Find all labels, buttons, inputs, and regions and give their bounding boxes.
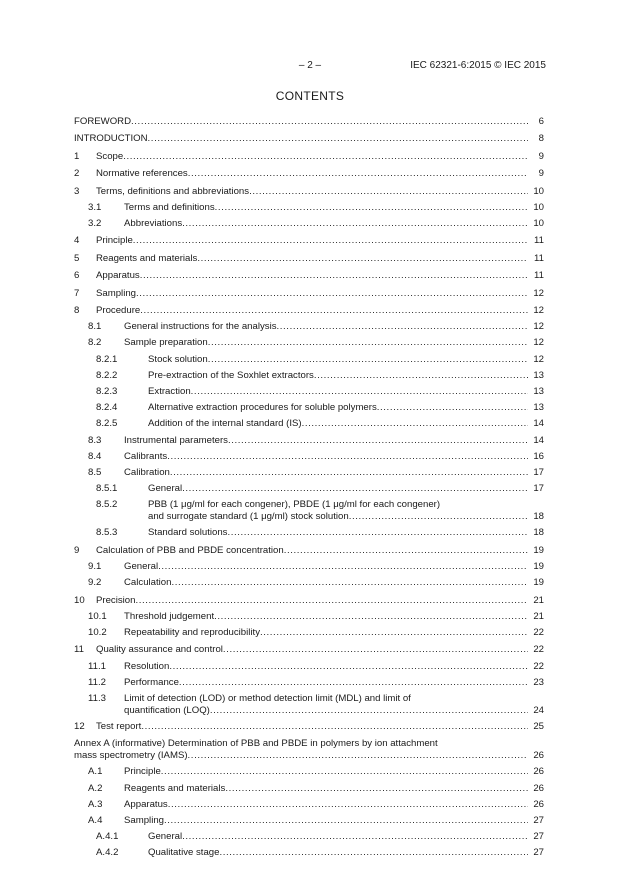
toc-entry-number: 11.3: [88, 693, 106, 704]
toc-entry-title: Test report .....: [96, 721, 528, 733]
toc-entry-page: 8: [528, 133, 544, 145]
toc-entry[interactable]: [74, 370, 544, 386]
toc-entry-page: 27: [528, 815, 544, 827]
toc-entry-number: 8.2.4: [96, 402, 118, 414]
toc-entry-title: Terms, definitions and abbreviations .....: [96, 186, 528, 198]
toc-entry-number: 8.5.1: [96, 483, 118, 495]
toc-entry-page: 18: [528, 527, 544, 539]
toc-entry-title: Quality assurance and control .....: [96, 644, 528, 656]
toc-entry-title: Sampling .....: [124, 815, 528, 827]
toc-entry-page: 11: [528, 270, 544, 282]
toc-entry[interactable]: [74, 116, 544, 132]
toc-entry-number: A.4: [88, 815, 103, 826]
toc-entry-title: General .....: [148, 831, 528, 843]
toc-entry[interactable]: [74, 577, 544, 593]
toc-entry-page: 22: [528, 644, 544, 656]
toc-entry[interactable]: [74, 202, 544, 218]
toc-entry-number: 9.1: [88, 561, 102, 572]
toc-entry-title: Sample preparation .....: [124, 337, 528, 349]
toc-entry-number: A.4.1: [96, 831, 119, 843]
toc-entry-title: Terms and definitions .....: [124, 202, 528, 214]
toc-entry-title: Normative references .....: [96, 168, 528, 180]
toc-entry[interactable]: [74, 611, 544, 627]
toc-entry-page: 9: [528, 151, 544, 163]
toc-entry[interactable]: [74, 644, 544, 660]
toc-entry-title: Instrumental parameters .....: [124, 435, 528, 447]
toc-entry-number: 6: [74, 270, 80, 282]
toc-entry-page: 21: [528, 595, 544, 607]
toc-entry-title: Alternative extraction procedures for soluble polymers .....: [148, 402, 528, 414]
toc-entry[interactable]: [74, 721, 544, 737]
toc-entry[interactable]: [74, 451, 544, 467]
toc-entry-title: Sampling .....: [96, 288, 528, 300]
toc-entry[interactable]: [74, 783, 544, 799]
toc-entry-page: 18: [528, 511, 544, 523]
toc-entry-number: 8.2.5: [96, 418, 118, 430]
toc-entry-number: 8.2.2: [96, 369, 118, 381]
toc-entry[interactable]: [74, 527, 544, 543]
toc-entry-page: 22: [528, 627, 544, 639]
toc-entry[interactable]: [74, 483, 544, 499]
toc-entry[interactable]: [74, 627, 544, 643]
toc-entry-page: 25: [528, 721, 544, 733]
toc-entry-number: 8.4: [88, 450, 102, 462]
toc-entry-number: A.4.2: [96, 847, 119, 859]
toc-entry[interactable]: [74, 545, 544, 561]
toc-entry-title: Calculation .....: [124, 577, 528, 589]
toc-entry-number: 3: [74, 185, 80, 197]
toc-entry-title: Stock solution .....: [148, 354, 528, 366]
toc-entry-page: 26: [528, 750, 544, 762]
toc-entry-number: 8.2.3: [96, 386, 118, 397]
toc-entry-page: 17: [528, 467, 544, 479]
toc-entry-page: 10: [528, 202, 544, 214]
toc-entry-title: Qualitative stage .....: [148, 847, 528, 859]
toc-entry-title: Calculation of PBB and PBDE concentration .....: [96, 545, 528, 557]
toc-entry-number: 11.1: [88, 660, 106, 672]
toc-entry-number: 8: [74, 305, 80, 316]
toc-entry-page: 19: [528, 577, 544, 589]
toc-entry[interactable]: [74, 305, 544, 321]
toc-entry[interactable]: [74, 677, 544, 693]
toc-entry-page: 19: [528, 545, 544, 557]
toc-entry-number: 4: [74, 235, 80, 247]
toc-entry[interactable]: [74, 168, 544, 184]
toc-entry-title: Apparatus .....: [124, 799, 528, 811]
toc-entry[interactable]: [74, 218, 544, 234]
toc-entry-page: 12: [528, 337, 544, 349]
toc-entry-title: General instructions for the analysis .....: [124, 321, 528, 333]
toc-entry-title: FOREWORD .....: [74, 116, 528, 128]
toc-entry-number: 8.5: [88, 467, 102, 478]
toc-entry-number: 8.2: [88, 337, 102, 349]
toc-entry[interactable]: [74, 831, 544, 847]
toc-entry-title: Pre-extraction of the Soxhlet extractors .....: [148, 370, 528, 382]
toc-entry-title: General .....: [124, 561, 528, 573]
toc-entry[interactable]: [74, 847, 544, 863]
toc-entry[interactable]: [74, 766, 544, 782]
toc-entry[interactable]: [74, 288, 544, 304]
toc-entry-page: 14: [528, 435, 544, 447]
toc-entry-number: A.1: [88, 766, 103, 778]
toc-entry-number: 9.2: [88, 577, 102, 589]
toc-entry-number: A.3: [88, 798, 103, 810]
toc-entry-title: Scope .....: [96, 151, 528, 163]
toc-entry[interactable]: [74, 151, 544, 167]
toc-entry-number: 3.2: [88, 218, 102, 229]
toc-entry-title: and surrogate standard (1 μg/ml) stock solution .....: [148, 511, 528, 523]
toc-entry-page: 12: [528, 321, 544, 333]
toc-entry-title: Calibrants .....: [124, 451, 528, 463]
toc-entry-number: 11.2: [88, 676, 106, 688]
toc-entry-title: General .....: [148, 483, 528, 495]
toc-entry[interactable]: [74, 561, 544, 577]
toc-entry[interactable]: [74, 386, 544, 402]
toc-entry[interactable]: [74, 337, 544, 353]
toc-entry-title: Apparatus .....: [96, 270, 528, 282]
toc-entry[interactable]: [74, 354, 544, 370]
toc-entry-page: 13: [528, 402, 544, 414]
toc-entry-page: 13: [528, 370, 544, 382]
toc-entry-title: Precision .....: [96, 595, 528, 607]
toc-entry-number: 12: [74, 721, 85, 732]
toc-entry-page: 9: [528, 168, 544, 180]
toc-entry-number: 2: [74, 168, 80, 180]
toc-entry[interactable]: [74, 738, 544, 766]
toc-entry-page: 26: [528, 783, 544, 795]
toc-entry-number: 9: [74, 544, 80, 556]
toc-entry-page: 11: [528, 235, 544, 247]
toc-entry[interactable]: [74, 235, 544, 251]
toc-entry[interactable]: [74, 321, 544, 337]
toc-entry-number: 8.5.2: [96, 499, 118, 511]
toc-entry-number: 7: [74, 287, 80, 299]
toc-entry-page: 12: [528, 305, 544, 317]
toc-entry-page: 26: [528, 766, 544, 778]
toc-entry-page: 23: [528, 677, 544, 689]
toc-entry-page: 22: [528, 661, 544, 673]
toc-entry-page: 11: [528, 253, 544, 265]
toc-entry-page: 24: [528, 705, 544, 717]
toc-entry[interactable]: [74, 499, 544, 527]
toc-entry-title: INTRODUCTION .....: [74, 133, 528, 145]
toc-entry[interactable]: [74, 467, 544, 483]
toc-entry-title: Repeatability and reproducibility .....: [124, 627, 528, 639]
toc-entry[interactable]: [74, 186, 544, 202]
toc-entry-number: 10.2: [88, 627, 107, 638]
toc-entry[interactable]: [74, 435, 544, 451]
toc-entry-title: Addition of the internal standard (IS) .....: [148, 418, 528, 430]
toc-entry-number: 5: [74, 252, 80, 264]
toc-entry[interactable]: [74, 693, 544, 721]
toc-entry-title: Reagents and materials .....: [96, 253, 528, 265]
toc-entry-title-line1: Limit of detection (LOD) or method detection limit (MDL) and limit of: [124, 693, 411, 704]
toc-entry-title: Standard solutions .....: [148, 527, 528, 539]
toc-entry-number: 8.3: [88, 434, 102, 446]
toc-entry-page: 17: [528, 483, 544, 495]
toc-entry-page: 10: [528, 186, 544, 198]
toc-entry-title-line1: PBB (1 μg/ml for each congener), PBDE (1 μg/ml for each congener): [148, 499, 441, 511]
toc-entry-number: 11: [74, 644, 84, 656]
page-number: – 2 –: [298, 60, 322, 71]
toc-entry-title: quantification (LOQ) .....: [124, 705, 528, 717]
toc-entry-title: Principle .....: [124, 766, 528, 778]
toc-entry-number: 3.1: [88, 201, 102, 213]
toc-entry-page: 26: [528, 799, 544, 811]
toc-entry-number: A.2: [88, 782, 103, 794]
toc-entry-title: Resolution .....: [124, 661, 528, 673]
contents-title: CONTENTS: [275, 89, 345, 103]
toc-entry-page: 10: [528, 218, 544, 230]
toc-entry-page: 19: [528, 561, 544, 573]
toc-entry-page: 14: [528, 418, 544, 430]
toc-entry-page: 12: [528, 354, 544, 366]
toc-entry-number: 10.1: [88, 610, 107, 622]
toc-entry-title: Performance .....: [124, 677, 528, 689]
toc-entry-number: 8.1: [88, 321, 102, 333]
toc-entry-title: mass spectrometry (IAMS) .....: [74, 750, 528, 762]
toc-entry[interactable]: [74, 253, 544, 269]
toc-entry-title-line1: Annex A (informative) Determination of PBB and PBDE in polymers by ion attachment: [74, 738, 438, 750]
toc-entry-page: 12: [528, 288, 544, 300]
toc-entry[interactable]: [74, 595, 544, 611]
toc-entry-page: 16: [528, 451, 544, 463]
toc-entry[interactable]: [74, 270, 544, 286]
toc-entry-page: 6: [528, 116, 544, 128]
toc-entry[interactable]: [74, 661, 544, 677]
toc-entry-title: Threshold judgement .....: [124, 611, 528, 623]
toc-entry[interactable]: [74, 133, 544, 149]
toc-entry-number: 8.2.1: [96, 353, 118, 365]
toc-entry-title: Calibration .....: [124, 467, 528, 479]
toc-entry-title: Procedure .....: [96, 305, 528, 317]
toc-entry-title: Extraction .....: [148, 386, 528, 398]
toc-entry-page: 21: [528, 611, 544, 623]
toc-entry-number: 8.5.3: [96, 527, 118, 539]
document-id: IEC 62321-6:2015 © IEC 2015: [410, 60, 546, 71]
toc-entry-title: Abbreviations .....: [124, 218, 528, 230]
toc-entry[interactable]: [74, 402, 544, 418]
toc-entry-page: 13: [528, 386, 544, 398]
toc-entry-title: Principle .....: [96, 235, 528, 247]
toc-entry-page: 27: [528, 831, 544, 843]
toc-entry-number: 10: [74, 594, 85, 606]
toc-entry-number: 1: [74, 150, 80, 162]
toc-entry-page: 27: [528, 847, 544, 859]
toc-entry[interactable]: [74, 799, 544, 815]
toc-entry-title: Reagents and materials .....: [124, 783, 528, 795]
toc-entry[interactable]: [74, 418, 544, 434]
toc-entry[interactable]: [74, 815, 544, 831]
